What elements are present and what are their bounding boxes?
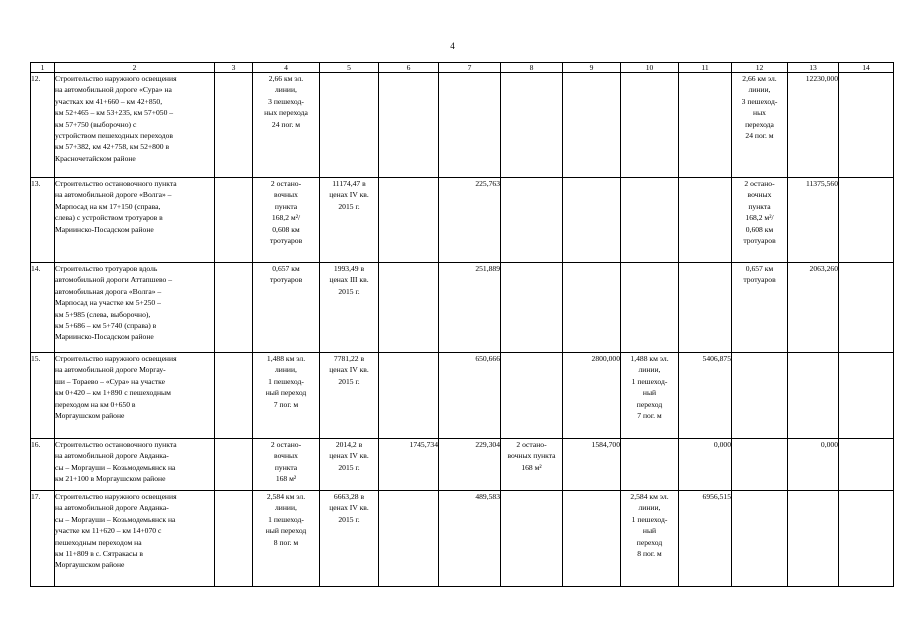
cell-line: 8 пог. м xyxy=(273,537,299,547)
cell-line: 2,66 км эл. xyxy=(268,74,304,83)
cell-line: ных перехода xyxy=(264,108,308,118)
cell-line: 2015 г. xyxy=(338,514,360,524)
column-header-4: 4 xyxy=(253,63,320,73)
cell-c6 xyxy=(379,353,439,439)
cell-c6 xyxy=(379,178,439,263)
cell-line: 1 пешеход- xyxy=(631,376,668,386)
cell-c13: 12230,000 xyxy=(788,73,839,178)
cell-line: 168,2 м²/ xyxy=(271,213,301,223)
cell-c7: 489,583 xyxy=(439,491,501,587)
cell-c7 xyxy=(439,73,501,178)
column-header-9: 9 xyxy=(563,63,621,73)
cell-line: линии, xyxy=(275,503,297,513)
cell-line: Строительство остановочного пункта xyxy=(55,179,177,188)
cell-line: Строительство наружного освещения xyxy=(55,354,177,363)
cell-line: Моргаушском районе xyxy=(55,560,125,570)
cell-c5 xyxy=(320,353,379,439)
cell-c13: 2063,260 xyxy=(788,263,839,353)
work-description xyxy=(55,73,215,178)
cell-line: км 0+420 – км 1+890 с пешеходным xyxy=(55,388,171,398)
cell-line: участках км 41+660 – км 42+850, xyxy=(55,96,163,106)
work-description xyxy=(55,491,215,587)
cell-c14 xyxy=(839,353,894,439)
cell-line: км 57+382, км 42+758, км 52+800 в xyxy=(55,142,170,152)
cell-c9 xyxy=(563,73,621,178)
cell-line: линии, xyxy=(748,85,771,95)
cell-line: 24 пог. м xyxy=(745,131,774,141)
cell-c10 xyxy=(621,73,679,178)
estimate-table xyxy=(30,62,894,587)
cell-c3 xyxy=(215,353,253,439)
cell-line: ценах IV кв. xyxy=(329,503,369,513)
cell-line: Строительство наружного освещения xyxy=(55,74,177,83)
cell-line: 3 пешеход- xyxy=(741,96,778,106)
cell-line: км 5+686 – км 5+740 (справа) в xyxy=(55,321,157,331)
cell-line: 168,2 м²/ xyxy=(745,213,774,223)
cell-line: Марпосад на участке км 5+250 – xyxy=(55,298,161,308)
cell-c14 xyxy=(839,73,894,178)
cell-c10 xyxy=(621,353,679,439)
cell-line: 1,488 км эл. xyxy=(266,354,306,363)
cell-c3 xyxy=(215,263,253,353)
cell-line: 2 остано- xyxy=(270,179,302,188)
cell-line: на автомобильной дороге «Сура» на xyxy=(55,85,172,95)
cell-line: 6663,28 в xyxy=(333,492,365,501)
cell-c7: 650,666 xyxy=(439,353,501,439)
cell-line: ши – Тораево – «Сура» на участке xyxy=(55,376,166,386)
cell-line: 1,488 км эл. xyxy=(630,354,669,363)
cell-c10 xyxy=(621,263,679,353)
cell-line: 24 пог. м xyxy=(271,119,301,129)
cell-c8 xyxy=(501,178,563,263)
cell-c11: 0,000 xyxy=(679,439,732,491)
cell-line: ный переход xyxy=(265,526,307,536)
cell-c12 xyxy=(732,439,788,491)
cell-c4 xyxy=(253,263,320,353)
cell-c4 xyxy=(253,73,320,178)
cell-line: Моргаушском районе xyxy=(55,411,125,421)
cell-line: Мариинско-Посадском районе xyxy=(55,332,154,342)
cell-line: ценах IV кв. xyxy=(329,365,369,375)
cell-line: ценах IV кв. xyxy=(329,451,369,461)
cell-c9: 2800,000 xyxy=(563,353,621,439)
work-description xyxy=(55,178,215,263)
cell-line: км 52+465 – км 53+235, км 57+050 – xyxy=(55,108,174,118)
cell-line: 11174,47 в xyxy=(332,179,366,188)
cell-c8 xyxy=(501,491,563,587)
cell-line: 2015 г. xyxy=(338,201,360,211)
cell-line: вочных xyxy=(274,190,298,200)
row-number: 14. xyxy=(31,263,55,353)
cell-line: Строительство остановочного пункта xyxy=(55,440,177,449)
cell-line: автомобильной дороги Аттапшево – xyxy=(55,275,172,285)
cell-line: 2,584 км эл. xyxy=(266,492,306,501)
cell-line: Марпосад на км 17+150 (справа, xyxy=(55,201,161,211)
cell-c8 xyxy=(501,353,563,439)
cell-c11: 6956,515 xyxy=(679,491,732,587)
cell-c10 xyxy=(621,439,679,491)
cell-c6 xyxy=(379,73,439,178)
cell-line: ных xyxy=(753,108,766,118)
cell-c14 xyxy=(839,439,894,491)
cell-line: 0,657 км xyxy=(272,264,300,273)
cell-c14 xyxy=(839,178,894,263)
cell-c6 xyxy=(379,491,439,587)
cell-c3 xyxy=(215,491,253,587)
cell-c11: 5406,875 xyxy=(679,353,732,439)
cell-line: тротуаров xyxy=(743,275,776,285)
cell-c13: 11375,560 xyxy=(788,178,839,263)
cell-line: км 21+100 в Моргаушском районе xyxy=(55,474,166,484)
cell-line: 1 пешеход- xyxy=(268,514,304,524)
cell-line: ный xyxy=(642,388,657,398)
cell-c7: 229,304 xyxy=(439,439,501,491)
cell-line: на автомобильной дороге Моргау- xyxy=(55,365,166,375)
column-header-5: 5 xyxy=(320,63,379,73)
cell-line: переходом на км 0+650 в xyxy=(55,399,136,409)
cell-c5 xyxy=(320,439,379,491)
cell-line: 2015 г. xyxy=(338,462,360,472)
cell-c12 xyxy=(732,73,788,178)
cell-line: переход xyxy=(636,399,663,409)
cell-line: 3 пешеход- xyxy=(268,96,304,106)
cell-line: линии, xyxy=(275,365,297,375)
column-header-3: 3 xyxy=(215,63,253,73)
cell-line: сы – Моргауши – Козьмодемьянск на xyxy=(55,514,176,524)
cell-line: 2015 г. xyxy=(338,376,360,386)
cell-line: 7 пог. м xyxy=(637,411,662,421)
cell-line: 2 остано- xyxy=(744,179,775,188)
column-header-7: 7 xyxy=(439,63,501,73)
cell-c9: 1584,700 xyxy=(563,439,621,491)
cell-line: 7 пог. м xyxy=(273,399,299,409)
cell-line: Строительство наружного освещения xyxy=(55,492,177,501)
cell-c10 xyxy=(621,491,679,587)
cell-line: ценах IV кв. xyxy=(329,190,369,200)
column-header-12: 12 xyxy=(732,63,788,73)
cell-c14 xyxy=(839,263,894,353)
cell-c3 xyxy=(215,178,253,263)
cell-line: км 57+750 (выборочно) с xyxy=(55,119,137,129)
cell-c4 xyxy=(253,178,320,263)
table-row xyxy=(31,263,894,353)
cell-line: тротуаров xyxy=(743,236,776,246)
cell-line: 2014,2 в xyxy=(335,440,363,449)
column-header-8: 8 xyxy=(501,63,563,73)
cell-c5 xyxy=(320,73,379,178)
cell-line: Мариинско-Посадском районе xyxy=(55,224,154,234)
cell-c3 xyxy=(215,73,253,178)
work-description xyxy=(55,263,215,353)
cell-line: линии, xyxy=(275,85,297,95)
row-number: 17. xyxy=(31,491,55,587)
cell-line: слева) с устройством тротуаров в xyxy=(55,213,163,223)
cell-c9 xyxy=(563,491,621,587)
column-header-11: 11 xyxy=(679,63,732,73)
cell-line: 168 м² xyxy=(521,462,542,472)
cell-line: 8 пог. м xyxy=(637,549,662,559)
cell-c10 xyxy=(621,178,679,263)
column-number-row xyxy=(31,63,894,73)
table-row xyxy=(31,439,894,491)
cell-line: 2,66 км эл. xyxy=(742,74,777,83)
work-description xyxy=(55,439,215,491)
cell-c13 xyxy=(788,353,839,439)
cell-line: 168 м² xyxy=(275,474,297,484)
cell-line: на автомобильной дороге «Волга» – xyxy=(55,190,172,200)
cell-line: пункта xyxy=(274,201,298,211)
cell-c9 xyxy=(563,263,621,353)
cell-c5 xyxy=(320,178,379,263)
cell-line: 2015 г. xyxy=(338,286,360,296)
cell-line: устройством пешеходных переходов xyxy=(55,131,174,141)
table-row xyxy=(31,178,894,263)
row-number: 12. xyxy=(31,73,55,178)
cell-line: 2 остано- xyxy=(516,440,547,449)
cell-c4 xyxy=(253,439,320,491)
column-header-6: 6 xyxy=(379,63,439,73)
cell-line: 0,657 км xyxy=(745,264,774,273)
page-number: 4 xyxy=(450,41,455,51)
work-description xyxy=(55,353,215,439)
cell-line: на автомобильной дороге Авданка- xyxy=(55,503,169,513)
cell-c11 xyxy=(679,73,732,178)
cell-line: пешеходным переходом на xyxy=(55,537,142,547)
cell-line: на автомобильной дороге Авданка- xyxy=(55,451,169,461)
cell-c9 xyxy=(563,178,621,263)
cell-c7: 251,889 xyxy=(439,263,501,353)
table-row xyxy=(31,491,894,587)
cell-line: вочных пункта xyxy=(507,451,556,461)
column-header-10: 10 xyxy=(621,63,679,73)
cell-c13 xyxy=(788,491,839,587)
row-number: 16. xyxy=(31,439,55,491)
cell-c11 xyxy=(679,178,732,263)
cell-line: ный переход xyxy=(265,388,307,398)
cell-line: км 11+809 в с. Сятракасы в xyxy=(55,549,143,559)
row-number: 13. xyxy=(31,178,55,263)
cell-line: 0,608 км xyxy=(272,224,300,234)
column-header-2: 2 xyxy=(55,63,215,73)
cell-line: перехода xyxy=(745,119,774,129)
column-header-13: 13 xyxy=(788,63,839,73)
cell-c8 xyxy=(501,263,563,353)
cell-line: 2,584 км эл. xyxy=(630,492,669,501)
cell-line: км 5+985 (слева, выборочно), xyxy=(55,309,151,319)
cell-line: 0,608 км xyxy=(745,224,774,234)
cell-c11 xyxy=(679,263,732,353)
cell-line: 1 пешеход- xyxy=(268,376,304,386)
cell-line: тротуаров xyxy=(269,275,303,285)
table-row xyxy=(31,73,894,178)
cell-line: 7781,22 в xyxy=(333,354,365,363)
cell-c13: 0,000 xyxy=(788,439,839,491)
cell-c6: 1745,734 xyxy=(379,439,439,491)
table-row xyxy=(31,353,894,439)
cell-c7: 225,763 xyxy=(439,178,501,263)
cell-line: пункта xyxy=(274,462,298,472)
cell-line: 1993,49 в xyxy=(333,264,365,273)
cell-c12 xyxy=(732,491,788,587)
cell-line: 1 пешеход- xyxy=(631,514,668,524)
cell-line: ный xyxy=(642,526,657,536)
cell-c5 xyxy=(320,263,379,353)
cell-line: 2 остано- xyxy=(270,440,302,449)
cell-line: линии, xyxy=(638,365,661,375)
cell-line: вочных xyxy=(747,190,772,200)
cell-c4 xyxy=(253,353,320,439)
cell-c8 xyxy=(501,73,563,178)
cell-line: переход xyxy=(636,537,663,547)
cell-line: Строительство тротуаров вдоль xyxy=(55,264,158,273)
cell-c14 xyxy=(839,491,894,587)
cell-line: сы – Моргауши – Козьмодемьянск на xyxy=(55,462,176,472)
cell-line: участке км 11+620 – км 14+070 с xyxy=(55,526,162,536)
row-number: 15. xyxy=(31,353,55,439)
column-header-1: 1 xyxy=(31,63,55,73)
cell-line: линии, xyxy=(638,503,661,513)
cell-c12 xyxy=(732,353,788,439)
cell-line: автомобильная дорога «Волга» – xyxy=(55,286,162,296)
column-header-14: 14 xyxy=(839,63,894,73)
cell-c5 xyxy=(320,491,379,587)
cell-line: тротуаров xyxy=(269,236,303,246)
cell-line: ценах III кв. xyxy=(329,275,369,285)
cell-line: вочных xyxy=(274,451,298,461)
cell-c4 xyxy=(253,491,320,587)
cell-c12 xyxy=(732,263,788,353)
cell-c12 xyxy=(732,178,788,263)
cell-line: Красночетайском районе xyxy=(55,153,136,163)
cell-line: пункта xyxy=(748,201,771,211)
cell-c3 xyxy=(215,439,253,491)
cell-c8 xyxy=(501,439,563,491)
cell-c6 xyxy=(379,263,439,353)
